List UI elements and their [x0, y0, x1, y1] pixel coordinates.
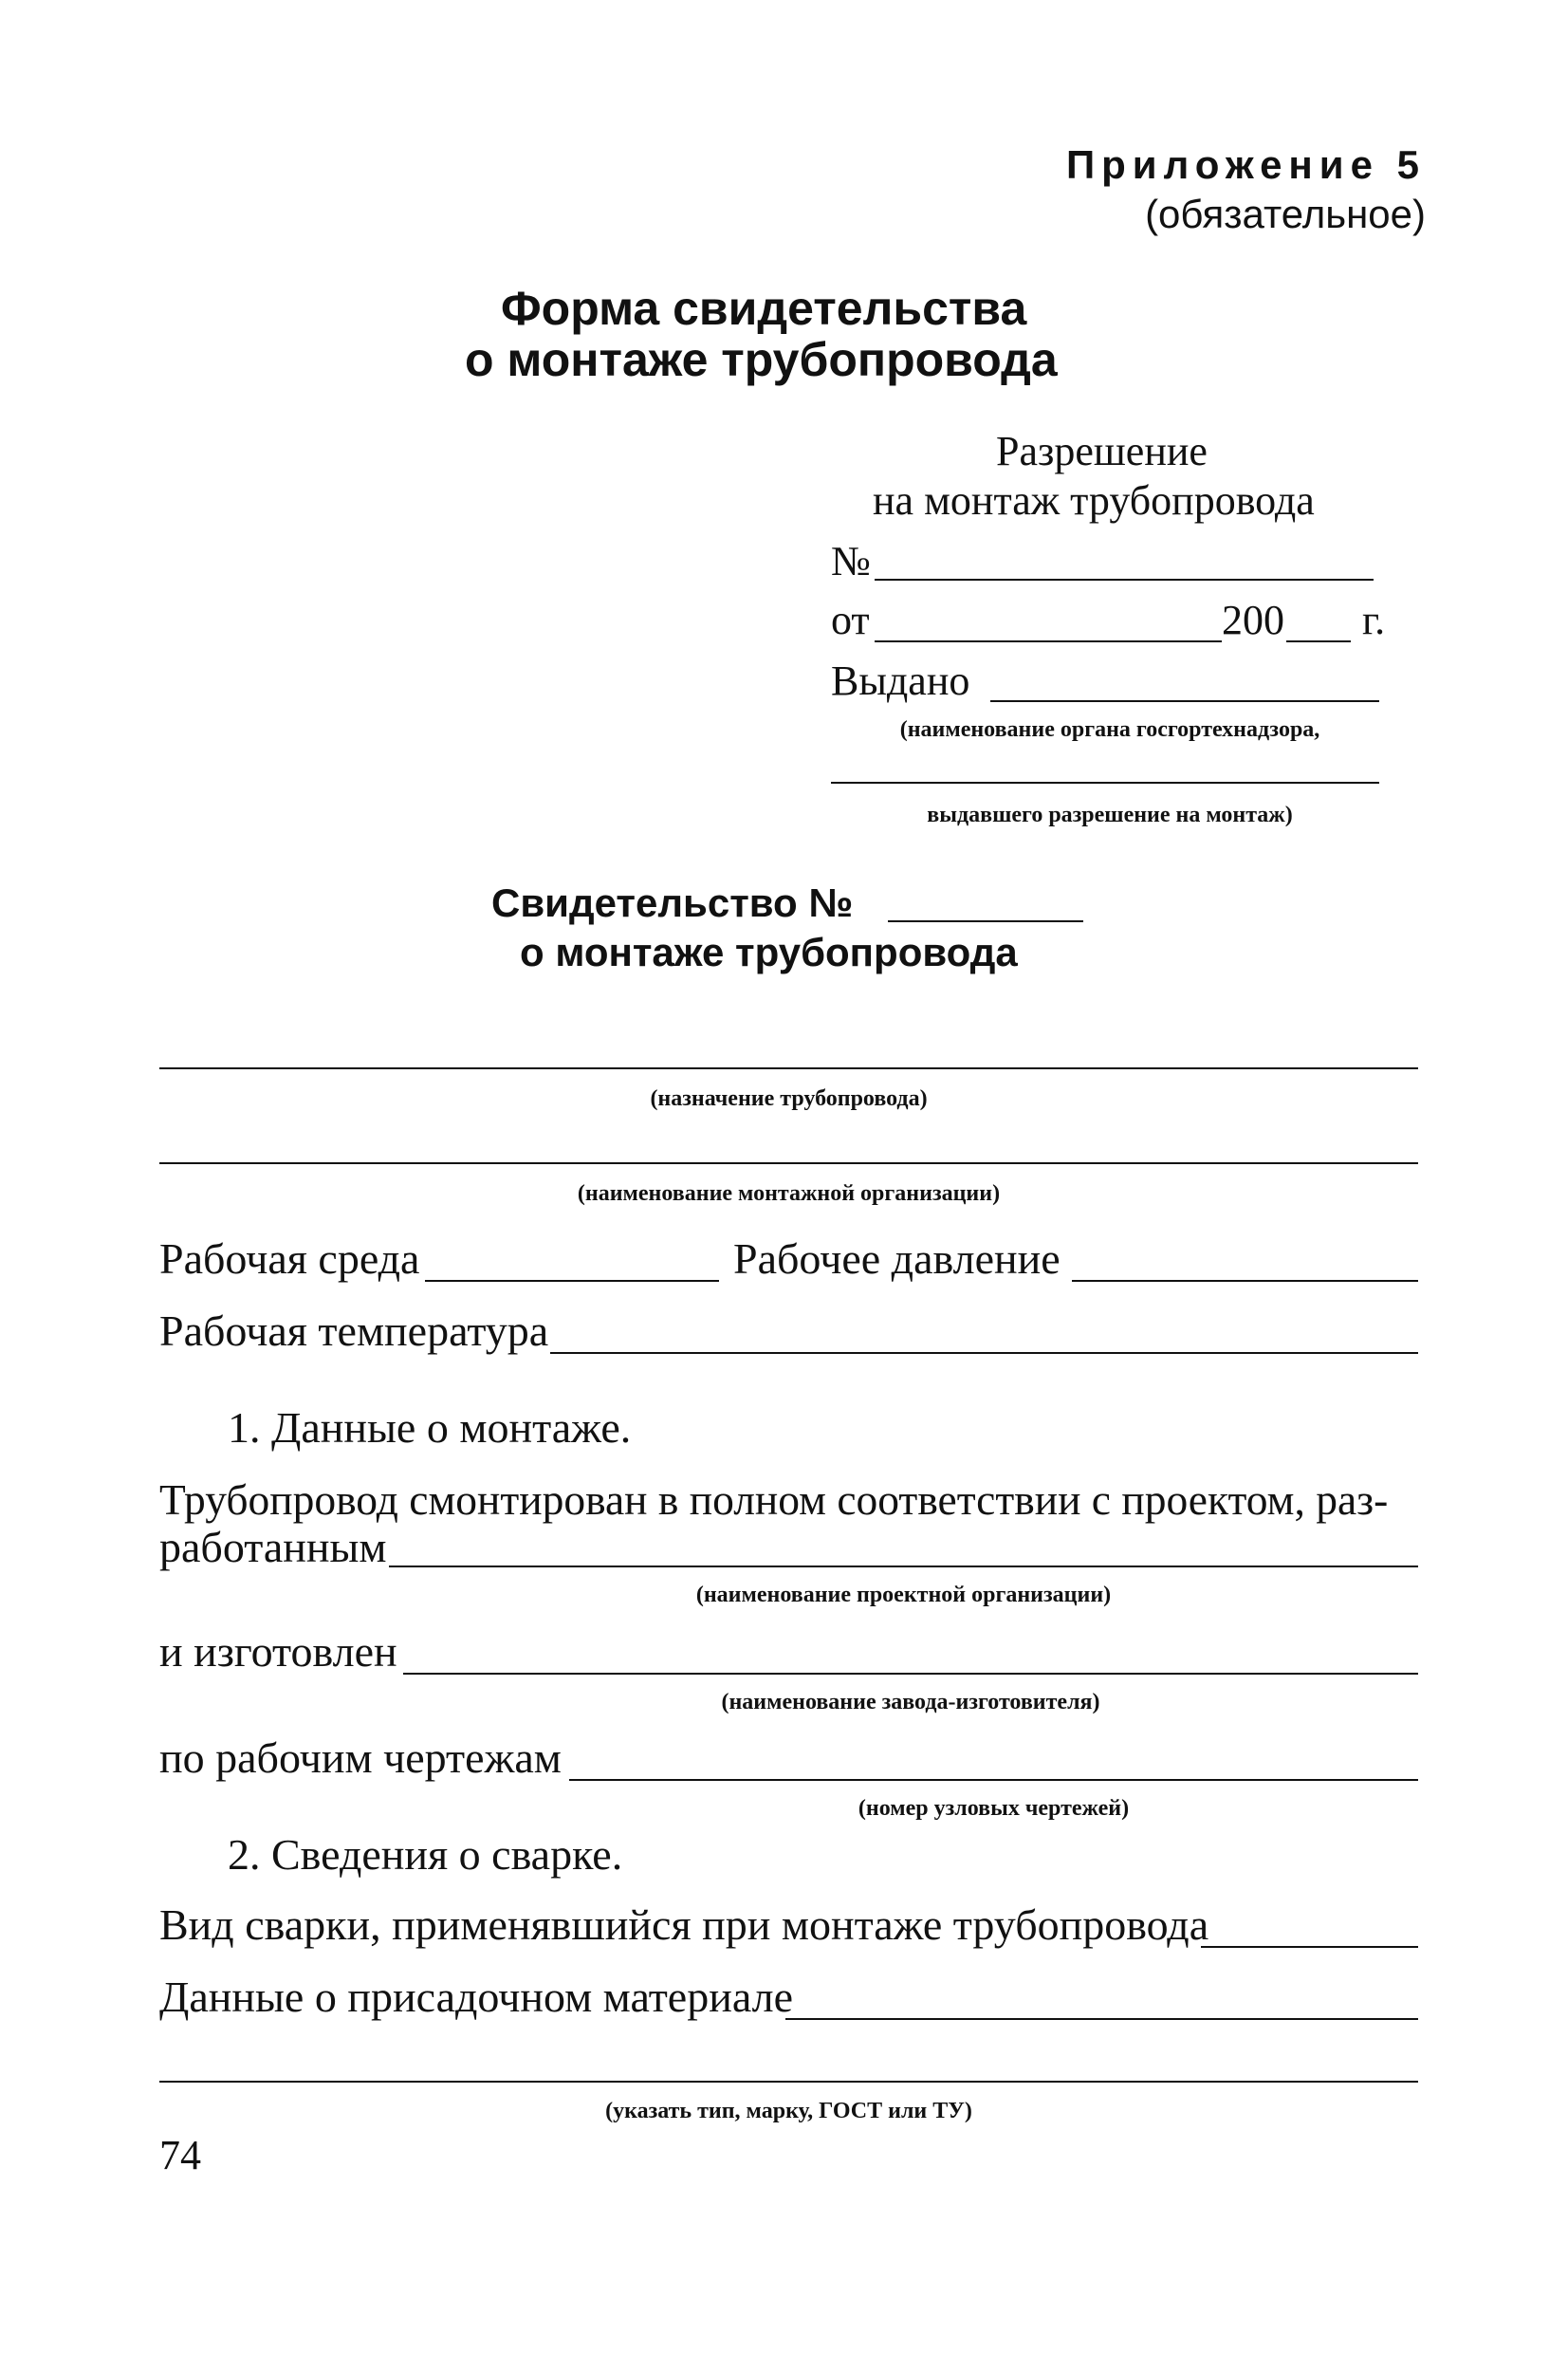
permit-year-suffix: г. [1362, 597, 1386, 643]
purpose-field[interactable] [159, 1067, 1418, 1069]
manufacturer-field[interactable] [403, 1673, 1418, 1675]
section2-heading: 2. Сведения о сварке. [228, 1830, 623, 1879]
form-title-line2: о монтаже трубопровода [465, 333, 1058, 386]
certificate-number-field[interactable] [888, 920, 1083, 922]
appendix-subtitle: (обязательное) [1145, 192, 1426, 236]
form-title-line1: Форма свидетельства [501, 282, 1027, 335]
permit-line2: на монтаж трубопровода [873, 477, 1315, 524]
purpose-caption: (назначение трубопровода) [650, 1086, 928, 1111]
working-medium-field[interactable] [425, 1280, 719, 1282]
permit-issued-caption2: выдавшего разрешение на монтаж) [927, 803, 1293, 827]
working-pressure-label: Рабочее давление [733, 1234, 1061, 1283]
section1-paragraph-line1: Трубопровод смонтирован в полном соответствии с проектом, раз- [159, 1475, 1389, 1524]
filler-data-field-2[interactable] [159, 2081, 1418, 2083]
permit-issued-field-2[interactable] [831, 782, 1379, 784]
designer-caption: (наименование проектной организации) [695, 1583, 1112, 1607]
working-temperature-field[interactable] [550, 1352, 1418, 1354]
filler-data-label: Данные о присадочном материале [159, 1973, 794, 2021]
permit-year-label: 200 [1222, 597, 1284, 643]
permit-date-field[interactable] [875, 640, 1222, 642]
drawings-caption: (номер узловых чертежей) [858, 1796, 1130, 1821]
permit-issued-label: Выдано [831, 658, 970, 704]
permit-issued-caption1: (наименование органа госгортехнадзора, [899, 717, 1320, 742]
permit-number-field[interactable] [875, 579, 1374, 581]
welding-type-label: Вид сварки, применявшийся при монтаже трубопровода [159, 1900, 1209, 1949]
permit-number-label: № [831, 538, 871, 584]
filler-data-field[interactable] [785, 2018, 1418, 2020]
section1-heading: 1. Данные о монтаже. [228, 1403, 632, 1452]
certificate-title-line1: Свидетельство № [491, 880, 854, 925]
installer-field[interactable] [159, 1162, 1418, 1164]
working-pressure-field[interactable] [1072, 1280, 1418, 1282]
welding-type-field[interactable] [1201, 1946, 1418, 1948]
manufactured-label: и изготовлен [159, 1627, 397, 1676]
working-medium-label: Рабочая среда [159, 1234, 420, 1283]
permit-issued-field[interactable] [990, 700, 1379, 702]
permit-year-field[interactable] [1286, 640, 1351, 642]
manufacturer-caption: (наименование завода-изготовителя) [721, 1690, 1100, 1714]
section1-paragraph-line2: работанным [159, 1523, 387, 1571]
drawings-label: по рабочим чертежам [159, 1733, 562, 1782]
installer-caption: (наименование монтажной организации) [577, 1181, 1001, 1206]
page-number: 74 [159, 2132, 201, 2178]
designer-field[interactable] [389, 1566, 1418, 1567]
filler-caption: (указать тип, марку, ГОСТ или ТУ) [605, 2099, 972, 2123]
permit-line1: Разрешение [996, 428, 1208, 474]
drawings-field[interactable] [569, 1779, 1418, 1781]
appendix-title: Приложение 5 [1065, 142, 1426, 187]
permit-from-label: от [831, 597, 870, 643]
working-temperature-label: Рабочая температура [159, 1306, 549, 1355]
certificate-title-line2: о монтаже трубопровода [520, 930, 1018, 974]
